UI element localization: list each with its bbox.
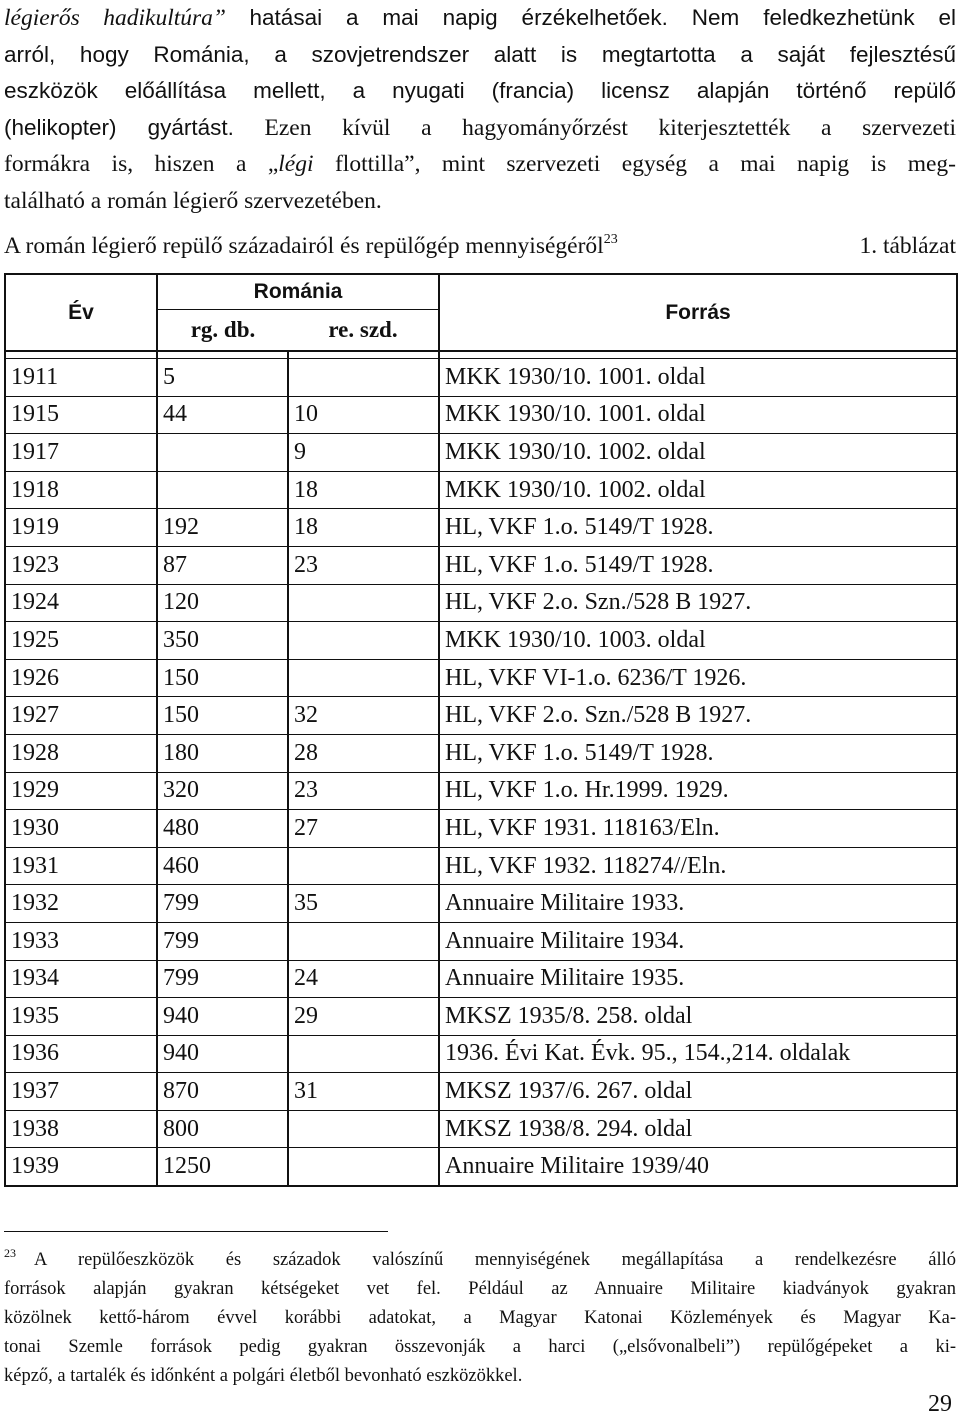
table-row [5,546,957,584]
cell-source: MKK 1930/10. 1001. oldal [439,396,957,434]
intro-text: flottilla”, mint szervezeti egység a mai napig is meg- [334,151,956,177]
cell-source: HL, VKF 2.o. Szn./528 B 1927. [439,584,957,622]
header-year: Év [5,274,157,351]
intro-italic-word: légi [278,151,314,177]
cell-source: HL, VKF 1.o. 5149/T 1928. [439,546,957,584]
cell-year: 1928 [5,734,157,772]
cell-year: 1935 [5,998,157,1036]
footnote-line: képző, a tartalék és időnként a polgári életből bevonható eszközökkel. [4,1366,523,1386]
cell-planes: 150 [157,697,288,735]
cell-planes: 800 [157,1110,288,1148]
cell-source: Annuaire Militaire 1939/40 [439,1148,957,1186]
intro-line-6: található a román légierő szervezetében. [4,187,382,214]
cell-source: MKK 1930/10. 1002. oldal [439,471,957,509]
table-caption [4,231,956,261]
table-row [5,584,957,622]
cell-year: 1939 [5,1148,157,1186]
cell-source: HL, VKF 1.o. 5149/T 1928. [439,509,957,547]
footnote-line [4,1246,956,1275]
table-row [5,1035,957,1073]
table-row [5,960,957,998]
footnote [4,1246,956,1391]
intro-line-1 [4,0,956,37]
table-row [5,396,957,434]
cell-squadrons [288,622,439,660]
table-row [5,998,957,1036]
page-number: 29 [928,1391,952,1417]
table-row [5,1148,957,1186]
header-source: Forrás [439,274,957,351]
header-squadrons: re. szd. [288,310,439,352]
table-row [5,1110,957,1148]
table-row [5,697,957,735]
table-row [5,734,957,772]
cell-planes: 350 [157,622,288,660]
cell-source: MKK 1930/10. 1001. oldal [439,359,957,397]
cell-planes: 940 [157,998,288,1036]
intro-text: formákra is, hiszen a „ [4,151,279,177]
cell-source: HL, VKF 1931. 118163/Eln. [439,810,957,848]
cell-planes: 180 [157,734,288,772]
cell-squadrons: 29 [288,998,439,1036]
cell-year: 1929 [5,772,157,810]
cell-year: 1938 [5,1110,157,1148]
cell-squadrons [288,584,439,622]
cell-squadrons [288,659,439,697]
header-romania: Románia [157,274,439,310]
cell-planes: 799 [157,922,288,960]
cell-squadrons: 24 [288,960,439,998]
cell-planes: 1250 [157,1148,288,1186]
intro-line-4 [4,110,956,147]
cell-year: 1933 [5,922,157,960]
table-row [5,772,957,810]
cell-squadrons: 23 [288,772,439,810]
intro-text: hatásai a mai napig érzékelhetőek. Nem feledkezhetünk el [249,5,956,30]
cell-squadrons: 31 [288,1073,439,1111]
cell-source: HL, VKF VI-1.o. 6236/T 1926. [439,659,957,697]
cell-squadrons: 32 [288,697,439,735]
cell-squadrons [288,1110,439,1148]
intro-line-3: eszközök előállítása mellett, a nyugati (francia) licensz alapján történő repülő [4,78,956,103]
cell-planes: 940 [157,1035,288,1073]
cell-year: 1917 [5,434,157,472]
cell-squadrons [288,359,439,397]
cell-year: 1911 [5,359,157,397]
cell-source: HL, VKF 1932. 118274//Eln. [439,847,957,885]
cell-planes: 320 [157,772,288,810]
cell-year: 1923 [5,546,157,584]
cell-source: HL, VKF 2.o. Szn./528 B 1927. [439,697,957,735]
table-row [5,847,957,885]
cell-year: 1934 [5,960,157,998]
footnote-number: 23 [4,1246,16,1260]
cell-year: 1937 [5,1073,157,1111]
cell-source: HL, VKF 1.o. Hr.1999. 1929. [439,772,957,810]
cell-source: MKK 1930/10. 1002. oldal [439,434,957,472]
cell-source: MKK 1930/10. 1003. oldal [439,622,957,660]
cell-planes: 44 [157,396,288,434]
table-spacer-row [5,351,957,359]
cell-year: 1930 [5,810,157,848]
cell-year: 1925 [5,622,157,660]
cell-source: MKSZ 1937/6. 267. oldal [439,1073,957,1111]
cell-source: 1936. Évi Kat. Évk. 95., 154.,214. oldalak [439,1035,957,1073]
cell-planes [157,434,288,472]
cell-planes: 120 [157,584,288,622]
header-planes: rg. db. [157,310,288,352]
table-row [5,922,957,960]
cell-squadrons: 9 [288,434,439,472]
cell-year: 1936 [5,1035,157,1073]
cell-squadrons [288,1035,439,1073]
table-row [5,359,957,397]
table-title [4,231,618,261]
footnote-reference: 23 [603,232,618,247]
table-number: 1. táblázat [859,233,956,259]
footnote-line: közölnek kettő-három évvel korábbi adatokat, a Magyar Katonai Közlemények és Magyar Ka- [4,1308,956,1328]
table-row [5,810,957,848]
cell-year: 1915 [5,396,157,434]
cell-year: 1927 [5,697,157,735]
cell-planes: 5 [157,359,288,397]
table-title-text: A román légierő repülő századairól és repülőgép mennyiségéről [4,233,604,259]
table-row [5,885,957,923]
cell-planes [157,471,288,509]
cell-squadrons: 27 [288,810,439,848]
cell-source: Annuaire Militaire 1934. [439,922,957,960]
intro-text: (helikopter) gyártást. [4,114,234,140]
cell-source: Annuaire Militaire 1935. [439,960,957,998]
footnote-line: tonai Szemle források pedig gyakran összevonják a harci („elsővonalbeli”) repülőgépeket a ki- [4,1337,956,1357]
table-row [5,434,957,472]
cell-year: 1919 [5,509,157,547]
intro-italic-phrase: légierős hadikultúra” [4,5,226,31]
intro-line-5 [4,146,956,183]
cell-year: 1926 [5,659,157,697]
cell-year: 1931 [5,847,157,885]
cell-source: MKSZ 1938/8. 294. oldal [439,1110,957,1148]
cell-planes: 799 [157,885,288,923]
cell-squadrons: 18 [288,471,439,509]
cell-planes: 870 [157,1073,288,1111]
cell-squadrons: 23 [288,546,439,584]
intro-text: Ezen kívül a hagyományőrzést kiterjesztették a szervezeti [264,114,956,141]
table-row [5,509,957,547]
cell-planes: 799 [157,960,288,998]
cell-planes: 150 [157,659,288,697]
table-row [5,659,957,697]
cell-squadrons [288,922,439,960]
intro-line-2: arról, hogy Románia, a szovjetrendszer alatt is megtartotta a saját fejlesztésű [4,41,956,67]
cell-year: 1924 [5,584,157,622]
table-row [5,622,957,660]
cell-year: 1918 [5,471,157,509]
table-body [5,351,957,1186]
footnote-line: források alapján gyakran kétségeket vet fel. Például az Annuaire Militaire kiadványok gyakran [4,1279,956,1299]
cell-planes: 480 [157,810,288,848]
cell-source: MKSZ 1935/8. 258. oldal [439,998,957,1036]
table-row [5,1073,957,1111]
cell-squadrons: 28 [288,734,439,772]
cell-source: Annuaire Militaire 1933. [439,885,957,923]
intro-paragraph [4,0,956,219]
cell-squadrons: 10 [288,396,439,434]
cell-squadrons: 18 [288,509,439,547]
footnote-text: A repülőeszközök és századok valószínű mennyiségének megállapítása a rendelkezésre álló [34,1250,956,1270]
cell-source: HL, VKF 1.o. 5149/T 1928. [439,734,957,772]
table-row [5,471,957,509]
cell-year: 1932 [5,885,157,923]
cell-squadrons [288,1148,439,1186]
cell-planes: 460 [157,847,288,885]
cell-planes: 192 [157,509,288,547]
footnote-divider [4,1231,388,1232]
aircraft-table [4,273,958,1187]
cell-squadrons: 35 [288,885,439,923]
cell-planes: 87 [157,546,288,584]
cell-squadrons [288,847,439,885]
